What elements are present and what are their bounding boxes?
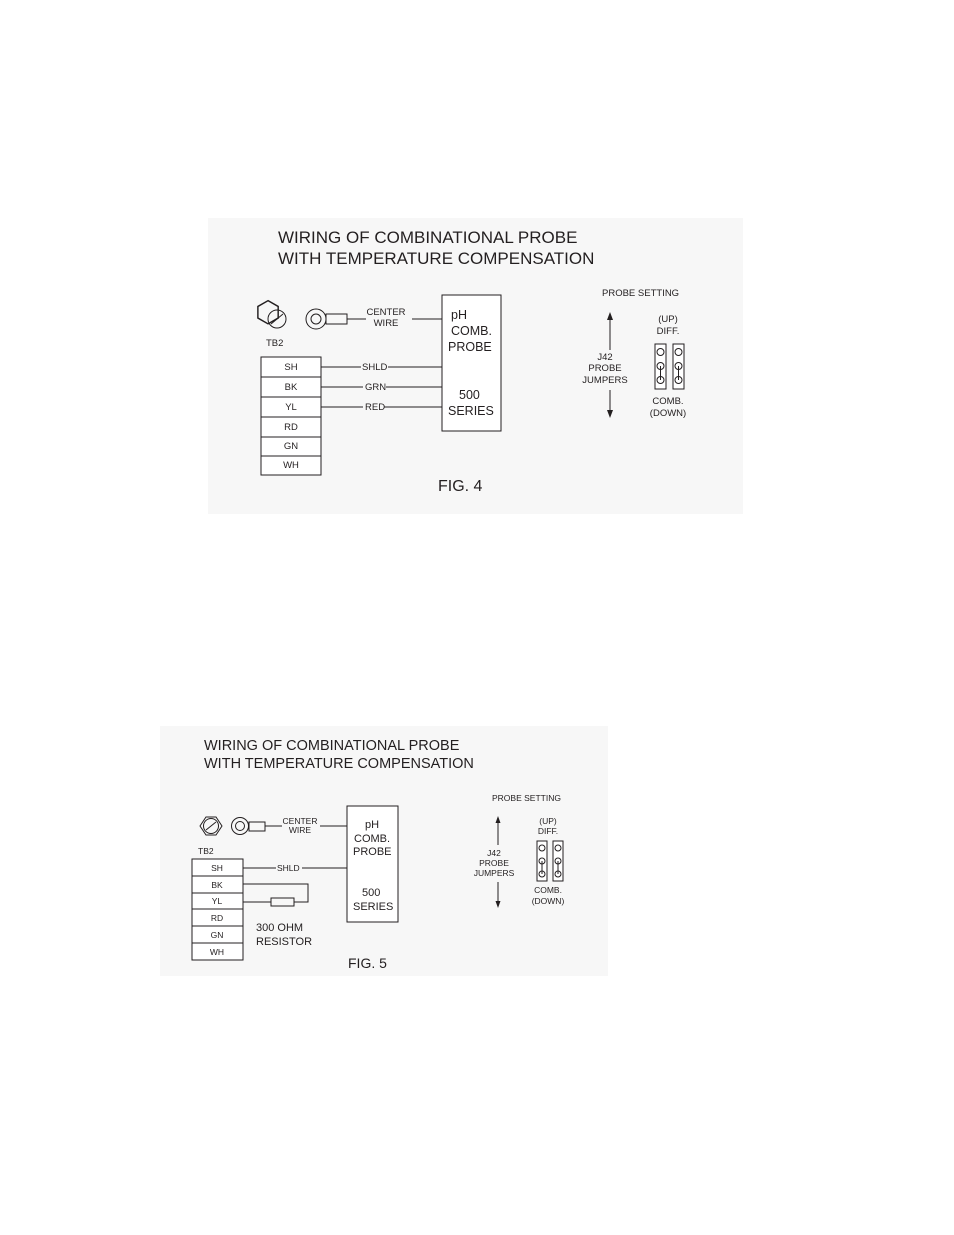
probe-box-line-5: SERIES [448,404,494,418]
up-arrow-icon [607,312,613,350]
jumper-pins-icon [655,344,684,389]
figure-title-line-2: WITH TEMPERATURE COMPENSATION [278,249,595,268]
terminal-rd: RD [284,422,298,433]
probe-box-line-4: 500 [362,887,381,899]
center-wire-label-2: WIRE [373,318,399,329]
ring-terminal-icon [232,818,266,835]
terminal-yl: YL [211,896,223,906]
center-wire-label-1: CENTER [366,307,406,318]
resistor-loop [243,884,308,906]
terminal-gn: GN [210,930,224,940]
up-arrow-icon [496,816,501,845]
terminal-wh: WH [209,947,225,957]
terminal-rd: RD [210,913,224,923]
down-arrow-icon [496,882,501,908]
down-label-1: COMB. [652,396,684,407]
center-wire-label-1: CENTER [282,816,318,826]
jumper-label-3: JUMPERS [582,375,628,386]
probe-box-line-3: PROBE [448,340,492,354]
figure-caption: FIG. 4 [438,478,483,495]
terminal-block [261,357,321,475]
up-label-1: (UP) [658,314,678,325]
wire-shld-label: SHLD [362,362,388,373]
terminal-bk: BK [211,880,223,890]
figure-title-line-1: WIRING OF COMBINATIONAL PROBE [204,738,460,754]
tb2-label: TB2 [198,846,214,856]
probe-box-line-1: pH [365,819,380,831]
probe-box-line-1: pH [451,308,467,322]
jumper-pins-icon [537,841,563,881]
down-label-2: (DOWN) [531,896,565,906]
figure-title-line-1: WIRING OF COMBINATIONAL PROBE [278,228,578,247]
figure-5-svg [160,726,608,976]
jumper-label-1: J42 [597,352,613,363]
resistor-icon [271,898,294,906]
terminal-sh: SH [211,863,223,873]
probe-box-line-3: PROBE [353,846,392,858]
terminal-block [192,859,243,960]
down-arrow-icon [607,390,613,418]
figure-5-wiring-diagram [160,726,608,976]
figure-4-svg [208,218,743,514]
wire-shld-label: SHLD [277,863,300,873]
wire-grn-label: GRN [365,382,387,393]
terminal-sh: SH [284,362,298,373]
down-label-1: COMB. [534,885,562,895]
screw-terminal-icon [258,301,286,328]
probe-box-line-2: COMB. [354,833,391,845]
wire-red-label: RED [365,402,386,413]
jumper-label-2: PROBE [588,363,622,374]
jumper-label-3: JUMPERS [473,868,515,878]
resistor-label-1: 300 OHM [256,922,304,934]
jumper-label-2: PROBE [479,858,509,868]
screw-terminal-icon [200,817,222,835]
terminal-gn: GN [283,441,299,452]
resistor-label-2: RESISTOR [256,936,313,948]
probe-box-line-4: 500 [459,388,480,402]
up-label-2: DIFF. [537,826,559,836]
up-label-1: (UP) [539,816,557,826]
terminal-wh: WH [283,460,299,471]
probe-box-line-5: SERIES [353,901,394,913]
probe-setting-label: PROBE SETTING [602,288,680,299]
figure-4-wiring-diagram [208,218,743,514]
probe-box-line-2: COMB. [451,324,492,338]
figure-title-line-2: WITH TEMPERATURE COMPENSATION [204,756,474,772]
center-wire-label-2: WIRE [288,825,312,835]
tb2-label: TB2 [266,338,284,349]
jumper-label-1: J42 [487,848,501,858]
terminal-yl: YL [285,402,297,413]
terminal-bk: BK [284,382,298,393]
figure-caption: FIG. 5 [348,955,387,971]
probe-setting-label: PROBE SETTING [492,793,561,803]
ring-terminal-icon [306,309,347,329]
up-label-2: DIFF. [656,326,680,337]
down-label-2: (DOWN) [649,408,687,419]
